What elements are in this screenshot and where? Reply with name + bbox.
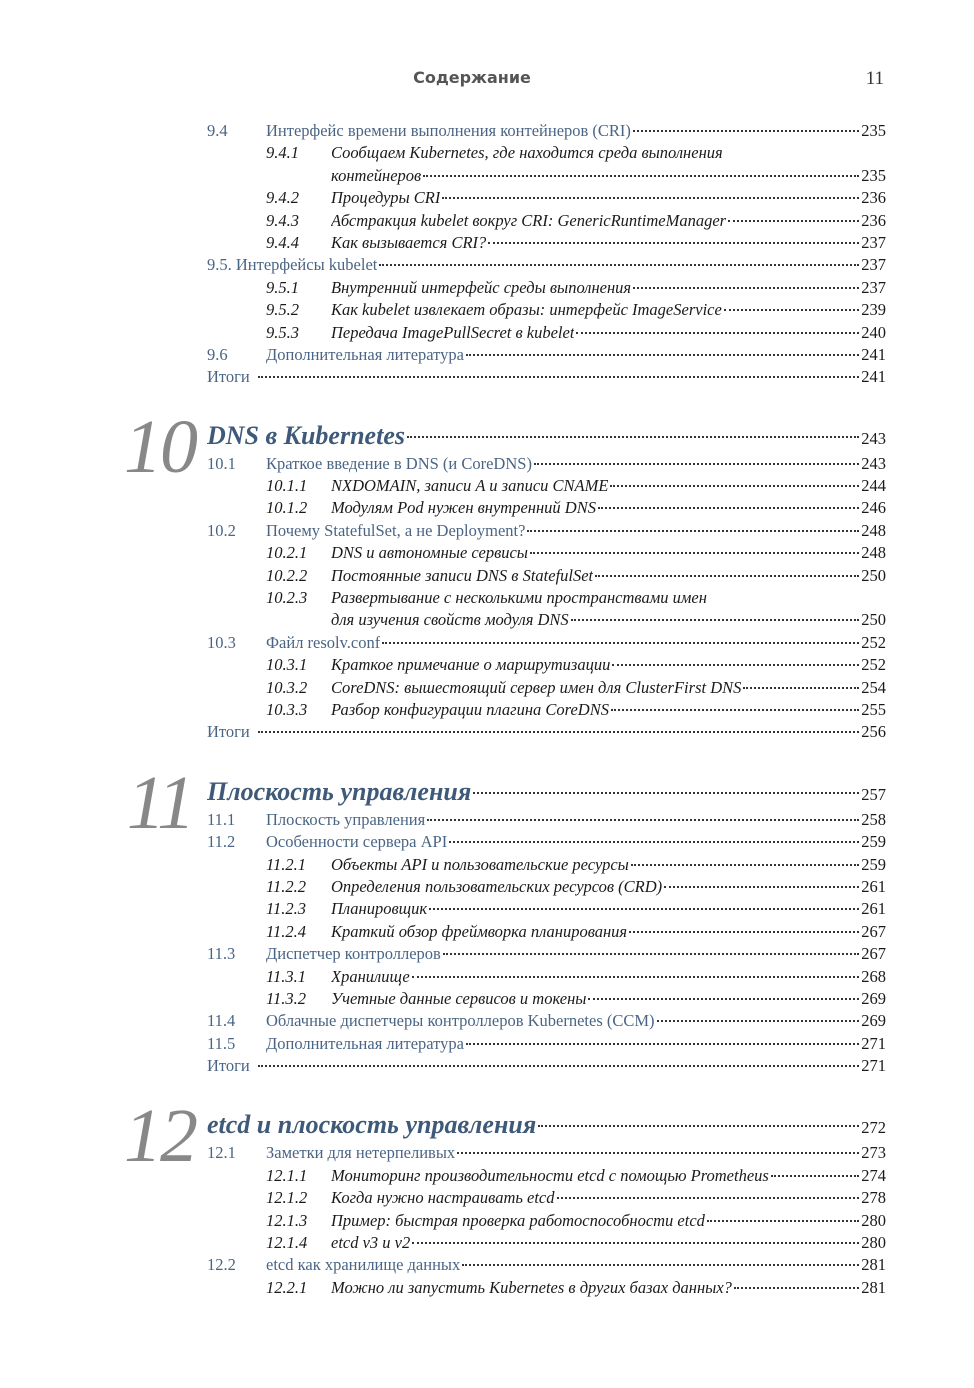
entry-number: 12.1.2 bbox=[266, 1188, 308, 1208]
dot-leader bbox=[429, 908, 859, 910]
entry-page: 281 bbox=[861, 1277, 886, 1297]
entry-page: 235 bbox=[861, 121, 886, 140]
running-header-title: Содержание bbox=[413, 68, 531, 87]
chapter-heading[interactable] bbox=[207, 1108, 886, 1142]
entry-number: 10.1.1 bbox=[266, 476, 308, 496]
chapter-number: 11 bbox=[126, 760, 194, 845]
entry-title: NXDOMAIN, записи A и записи CNAME bbox=[331, 476, 609, 496]
toc-entry[interactable] bbox=[266, 497, 886, 519]
toc-chapter-block bbox=[0, 404, 974, 744]
entry-number: 12.1 bbox=[207, 1143, 236, 1163]
dot-leader bbox=[530, 552, 859, 554]
entry-page: 273 bbox=[861, 1143, 886, 1163]
toc-entry[interactable] bbox=[207, 943, 886, 965]
dot-leader bbox=[588, 998, 859, 1000]
toc-entry[interactable] bbox=[266, 921, 886, 943]
entry-title: Интерфейс времени выполнения контейнеров (CRI) bbox=[266, 121, 631, 140]
dot-leader bbox=[527, 530, 859, 532]
entry-number: 11.2.2 bbox=[266, 876, 307, 896]
dot-leader bbox=[427, 819, 859, 821]
entry-page: 269 bbox=[861, 1011, 886, 1031]
entry-number: 10.2.3 bbox=[266, 588, 308, 608]
entry-title: Разбор конфигурации плагина CoreDNS bbox=[331, 699, 609, 719]
entry-title: Абстракция kubelet вокруг CRI: GenericRuntimeManager bbox=[331, 210, 727, 230]
entry-number: 9.4.3 bbox=[266, 210, 299, 230]
dot-leader bbox=[771, 1175, 859, 1177]
entry-page: 246 bbox=[861, 498, 886, 518]
toc-entry[interactable] bbox=[266, 322, 886, 344]
toc-entry[interactable] bbox=[207, 1142, 886, 1164]
entry-page: 267 bbox=[861, 921, 886, 941]
entry-title: Файл resolv.conf bbox=[266, 632, 381, 652]
entry-title: Дополнительная литература bbox=[266, 344, 464, 364]
entry-title: Внутренний интерфейс среды выполнения bbox=[331, 277, 632, 297]
entry-title: Итоги bbox=[207, 722, 250, 742]
dot-leader bbox=[457, 1152, 859, 1154]
entry-number: 9.4 bbox=[207, 121, 228, 140]
toc-entry-continuation[interactable] bbox=[331, 609, 886, 631]
toc-chapter-block bbox=[0, 760, 974, 1078]
toc-entry[interactable] bbox=[207, 344, 886, 366]
entry-title: Как вызывается CRI? bbox=[331, 232, 487, 252]
entry-number: 12.1.1 bbox=[266, 1165, 308, 1185]
toc-entry[interactable] bbox=[266, 876, 886, 898]
toc-entry[interactable] bbox=[266, 1187, 886, 1209]
dot-leader bbox=[664, 886, 859, 888]
entry-title: Хранилище bbox=[331, 966, 410, 986]
entry-number: 11.3.1 bbox=[266, 966, 307, 986]
entry-number: 9.4.1 bbox=[266, 143, 299, 163]
entry-page: 237 bbox=[861, 232, 886, 252]
toc-summary-entry[interactable] bbox=[207, 1055, 886, 1077]
entry-number: 11.3 bbox=[207, 944, 236, 964]
entry-page: 261 bbox=[861, 876, 886, 896]
toc-entry[interactable] bbox=[266, 475, 886, 497]
dot-leader bbox=[442, 197, 859, 199]
entry-number: 11.2.4 bbox=[266, 921, 307, 941]
entry-title: Передача ImagePullSecret в kubelet bbox=[331, 322, 575, 342]
dot-leader bbox=[473, 792, 859, 794]
dot-leader bbox=[629, 931, 859, 933]
toc-entry[interactable] bbox=[207, 120, 886, 142]
entry-title: Планировщик bbox=[331, 899, 428, 919]
entry-page: 241 bbox=[861, 344, 886, 364]
table-of-contents bbox=[0, 120, 974, 1299]
entry-page: 252 bbox=[861, 632, 886, 652]
toc-entry[interactable] bbox=[207, 1033, 886, 1055]
entry-title-continuation: для изучения свойств модуля DNS bbox=[331, 610, 569, 630]
entry-title: DNS и автономные сервисы bbox=[331, 543, 528, 563]
entry-number: 10.1 bbox=[207, 453, 236, 473]
entry-title: Особенности сервера API bbox=[266, 832, 448, 852]
toc-entry[interactable] bbox=[266, 277, 886, 299]
dot-leader bbox=[379, 264, 859, 266]
dot-leader bbox=[382, 642, 859, 644]
entry-page: 281 bbox=[861, 1255, 886, 1275]
toc-entry[interactable] bbox=[266, 677, 886, 699]
dot-leader bbox=[258, 1065, 859, 1067]
entry-title: Можно ли запустить Kubernetes в других базах данных? bbox=[331, 1277, 732, 1297]
entry-number: 10.3.2 bbox=[266, 677, 308, 697]
toc-entry[interactable] bbox=[266, 542, 886, 564]
entry-page: 252 bbox=[861, 655, 886, 675]
toc-entry[interactable] bbox=[266, 898, 886, 920]
toc-entry[interactable] bbox=[266, 988, 886, 1010]
dot-leader bbox=[595, 575, 859, 577]
entry-number: 10.3 bbox=[207, 632, 236, 652]
entry-title: Постоянные записи DNS в StatefulSet bbox=[331, 565, 594, 585]
entry-title: Объекты API и пользовательские ресурсы bbox=[331, 854, 629, 874]
entry-number: 9.4.4 bbox=[266, 232, 299, 252]
entry-page: 256 bbox=[861, 722, 886, 742]
entry-number: 9.5.3 bbox=[266, 322, 299, 342]
entry-title: etcd v3 и v2 bbox=[331, 1233, 411, 1253]
toc-entry[interactable] bbox=[266, 1210, 886, 1232]
chapter-number: 10 bbox=[124, 404, 196, 489]
entry-page: 258 bbox=[861, 809, 886, 829]
dot-leader bbox=[407, 436, 859, 438]
entry-number: 11.5 bbox=[207, 1033, 236, 1053]
toc-entry[interactable] bbox=[207, 254, 886, 276]
entry-title: 9.5. Интерфейсы kubelet bbox=[207, 255, 378, 275]
toc-entry[interactable] bbox=[207, 831, 886, 853]
entry-page: 243 bbox=[861, 453, 886, 473]
entry-title: Модулям Pod нужен внутренний DNS bbox=[331, 498, 596, 518]
entry-page: 268 bbox=[861, 966, 886, 986]
dot-leader bbox=[466, 1043, 859, 1045]
page-number: 11 bbox=[865, 68, 884, 89]
toc-summary-entry[interactable] bbox=[207, 721, 886, 743]
toc-entry[interactable] bbox=[207, 632, 886, 654]
entry-number: 10.1.2 bbox=[266, 498, 308, 518]
dot-leader bbox=[633, 287, 859, 289]
entry-page: 259 bbox=[861, 854, 886, 874]
entry-number: 11.2.1 bbox=[266, 854, 307, 874]
dot-leader bbox=[612, 664, 859, 666]
dot-leader bbox=[571, 619, 860, 621]
dot-leader bbox=[633, 130, 859, 132]
toc-chapter-block bbox=[0, 1094, 974, 1299]
entry-page: 261 bbox=[861, 899, 886, 919]
dot-leader bbox=[724, 309, 859, 311]
toc-entry[interactable] bbox=[207, 453, 886, 475]
entry-page: 267 bbox=[861, 944, 886, 964]
entry-page: 248 bbox=[861, 543, 886, 563]
entry-number: 10.3.1 bbox=[266, 655, 308, 675]
entry-page: 255 bbox=[861, 699, 886, 719]
dot-leader bbox=[743, 687, 859, 689]
entry-page: 269 bbox=[861, 988, 886, 1008]
entry-page: 236 bbox=[861, 210, 886, 230]
entry-page: 237 bbox=[861, 277, 886, 297]
dot-leader bbox=[412, 1242, 859, 1244]
dot-leader bbox=[449, 841, 859, 843]
toc-summary-entry[interactable] bbox=[207, 366, 886, 388]
entry-title: Мониторинг производительности etcd с помощью Prometheus bbox=[331, 1165, 769, 1185]
entry-title: Краткий обзор фреймворка планирования bbox=[331, 921, 628, 941]
entry-title-continuation: контейнеров bbox=[331, 165, 422, 185]
entry-number: 12.2.1 bbox=[266, 1277, 308, 1297]
dot-leader bbox=[728, 220, 859, 222]
toc-entry[interactable] bbox=[266, 142, 886, 164]
entry-title: CoreDNS: вышестоящий сервер имен для ClusterFirst DNS bbox=[331, 677, 742, 697]
entry-number: 11.2 bbox=[207, 832, 236, 852]
toc-entry[interactable] bbox=[266, 1277, 886, 1299]
entry-page: 274 bbox=[861, 1165, 886, 1185]
toc-entry[interactable] bbox=[266, 299, 886, 321]
dot-leader bbox=[258, 731, 859, 733]
entry-number: 9.4.2 bbox=[266, 188, 299, 208]
toc-chapter-block bbox=[0, 120, 974, 389]
toc-entry[interactable] bbox=[207, 520, 886, 542]
entry-title: Как kubelet извлекает образы: интерфейс ImageService bbox=[331, 300, 722, 320]
chapter-number: 12 bbox=[124, 1094, 196, 1179]
entry-number: 9.5.1 bbox=[266, 277, 299, 297]
toc-entry[interactable] bbox=[266, 210, 886, 232]
entry-title: Заметки для нетерпеливых bbox=[266, 1143, 456, 1163]
entry-page: 250 bbox=[861, 610, 886, 630]
dot-leader bbox=[258, 376, 859, 378]
dot-leader bbox=[734, 1287, 859, 1289]
entry-title: Когда нужно настраивать etcd bbox=[331, 1188, 555, 1208]
entry-title: etcd как хранилище данных bbox=[266, 1255, 461, 1275]
entry-number: 9.5.2 bbox=[266, 300, 299, 320]
entry-page: 237 bbox=[861, 255, 886, 275]
entry-page: 259 bbox=[861, 832, 886, 852]
entry-page: 278 bbox=[861, 1188, 886, 1208]
dot-leader bbox=[707, 1220, 859, 1222]
entry-title: Итоги bbox=[207, 1056, 250, 1076]
entry-page: 240 bbox=[861, 322, 886, 342]
dot-leader bbox=[611, 709, 859, 711]
dot-leader bbox=[610, 485, 859, 487]
entry-number: 11.1 bbox=[207, 809, 236, 829]
entry-number: 10.2 bbox=[207, 520, 236, 540]
entry-number: 12.1.3 bbox=[266, 1210, 308, 1230]
entry-title: Сообщаем Kubernetes, где находится среда выполнения bbox=[331, 143, 723, 163]
entry-number: 9.6 bbox=[207, 344, 228, 364]
toc-entry[interactable] bbox=[266, 565, 886, 587]
entry-page: 235 bbox=[861, 165, 886, 185]
entry-number: 12.2 bbox=[207, 1255, 236, 1275]
dot-leader bbox=[462, 1264, 859, 1266]
toc-entry-continuation[interactable] bbox=[331, 165, 886, 187]
chapter-heading[interactable] bbox=[207, 419, 886, 453]
dot-leader bbox=[534, 463, 859, 465]
dot-leader bbox=[631, 864, 859, 866]
chapter-page: 272 bbox=[861, 1118, 886, 1138]
entry-title: Определения пользовательских ресурсов (CRD) bbox=[331, 876, 663, 896]
dot-leader bbox=[538, 1125, 859, 1127]
entry-page: 280 bbox=[861, 1210, 886, 1230]
dot-leader bbox=[576, 332, 859, 334]
chapter-title: etcd и плоскость управления bbox=[207, 1110, 537, 1140]
entry-number: 12.1.4 bbox=[266, 1233, 308, 1253]
entry-title: Пример: быстрая проверка работоспособности etcd bbox=[331, 1210, 705, 1230]
entry-page: 271 bbox=[861, 1033, 886, 1053]
entry-title: Плоскость управления bbox=[266, 809, 426, 829]
entry-number: 10.2.2 bbox=[266, 565, 308, 585]
entry-title: Учетные данные сервисов и токены bbox=[331, 988, 587, 1008]
chapter-page: 243 bbox=[861, 428, 886, 448]
entry-number: 11.3.2 bbox=[266, 988, 307, 1008]
dot-leader bbox=[423, 175, 859, 177]
entry-page: 254 bbox=[861, 677, 886, 697]
dot-leader bbox=[657, 1020, 860, 1022]
toc-entry[interactable] bbox=[207, 809, 886, 831]
entry-page: 236 bbox=[861, 188, 886, 208]
entry-title: Дополнительная литература bbox=[266, 1033, 464, 1053]
entry-page: 239 bbox=[861, 300, 886, 320]
dot-leader bbox=[557, 1197, 860, 1199]
entry-title: Диспетчер контроллеров bbox=[266, 944, 441, 964]
toc-entry[interactable] bbox=[266, 654, 886, 676]
dot-leader bbox=[466, 354, 859, 356]
entry-number: 10.2.1 bbox=[266, 543, 308, 563]
entry-page: 280 bbox=[861, 1233, 886, 1253]
toc-entry[interactable] bbox=[266, 1165, 886, 1187]
entry-title: Развертывание с несколькими пространствами имен bbox=[331, 588, 707, 608]
entry-title: Краткое примечание о маршрутизации bbox=[331, 655, 611, 675]
chapter-heading[interactable] bbox=[207, 775, 886, 809]
entry-title: Почему StatefulSet, а не Deployment? bbox=[266, 520, 526, 540]
chapter-page: 257 bbox=[861, 784, 886, 804]
chapter-title: DNS в Kubernetes bbox=[207, 420, 405, 450]
entry-title: Краткое введение в DNS (и CoreDNS) bbox=[266, 453, 532, 473]
entry-page: 241 bbox=[861, 367, 886, 387]
dot-leader bbox=[598, 507, 859, 509]
entry-page: 248 bbox=[861, 520, 886, 540]
entry-title: Облачные диспетчеры контроллеров Kubernetes (CCM) bbox=[266, 1011, 655, 1031]
entry-page: 271 bbox=[861, 1056, 886, 1076]
toc-entry[interactable] bbox=[266, 232, 886, 254]
toc-entry[interactable] bbox=[266, 854, 886, 876]
entry-number: 11.4 bbox=[207, 1011, 236, 1031]
dot-leader bbox=[412, 976, 860, 978]
toc-entry[interactable] bbox=[266, 187, 886, 209]
toc-entry[interactable] bbox=[207, 1254, 886, 1276]
toc-entry[interactable] bbox=[266, 587, 886, 609]
chapter-title: Плоскость управления bbox=[207, 776, 472, 806]
entry-number: 11.2.3 bbox=[266, 899, 307, 919]
entry-title: Итоги bbox=[207, 367, 250, 387]
dot-leader bbox=[488, 242, 859, 244]
toc-entry[interactable] bbox=[266, 1232, 886, 1254]
toc-entry[interactable] bbox=[266, 699, 886, 721]
entry-page: 244 bbox=[861, 476, 886, 496]
toc-entry[interactable] bbox=[207, 1010, 886, 1032]
dot-leader bbox=[443, 953, 859, 955]
toc-entry[interactable] bbox=[266, 966, 886, 988]
entry-page: 250 bbox=[861, 565, 886, 585]
entry-title: Процедуры CRI bbox=[331, 188, 441, 208]
entry-number: 10.3.3 bbox=[266, 699, 308, 719]
